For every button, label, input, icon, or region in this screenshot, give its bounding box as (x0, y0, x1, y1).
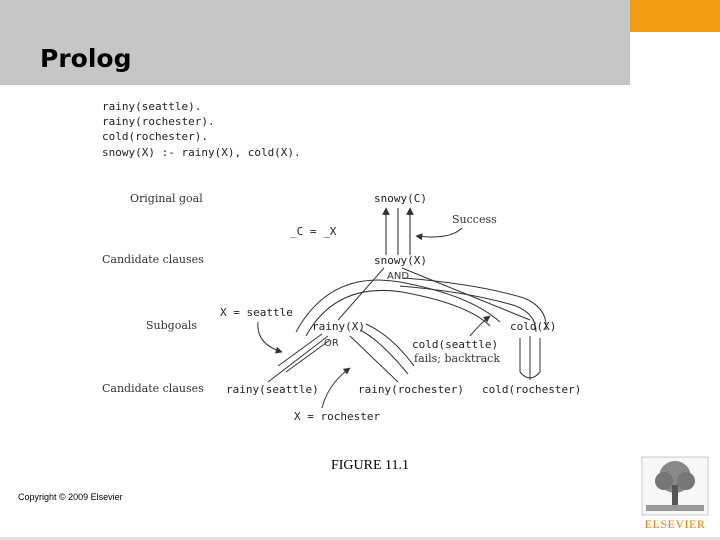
brand-wordmark: ELSEVIER (644, 517, 706, 531)
success-arrow (416, 228, 462, 237)
bind-rochester-arrow (322, 368, 350, 408)
code-line-1: rainy(seattle). (102, 100, 202, 113)
bind-rochester-label: X = rochester (294, 410, 381, 423)
code-line-3: cold(rochester). (102, 130, 208, 143)
and-label: AND (387, 271, 410, 282)
node-rainy-rochester: rainy(rochester) (358, 383, 464, 396)
node-cold-seattle: cold(seattle) (412, 338, 499, 351)
bind-seattle-label: X = seattle (220, 306, 293, 319)
label-candidate-clauses-1: Candidate clauses (102, 253, 204, 266)
label-candidate-clauses-2: Candidate clauses (102, 382, 204, 395)
copyright-notice: Copyright © 2009 Elsevier (18, 492, 123, 502)
edge-rainy-rochester (350, 336, 398, 382)
label-original-goal: Original goal (130, 192, 203, 205)
node-rule: snowy(X) (374, 254, 427, 267)
bind-seattle-arrow (258, 322, 282, 352)
edge-rule-rainy (338, 268, 384, 320)
fail-arrow (470, 316, 490, 336)
node-cold-rochester: cold(rochester) (482, 383, 582, 396)
label-subgoals: Subgoals (146, 319, 198, 332)
slide-title: Prolog (40, 44, 132, 73)
elsevier-logo (640, 455, 710, 535)
node-goal: snowy(C) (374, 192, 427, 205)
tree-emblem-icon (640, 455, 710, 517)
fails-label: fails; backtrack (414, 352, 501, 365)
edge-rainy-seattle (268, 336, 328, 382)
code-line-2: rainy(rochester). (102, 115, 215, 128)
success-label: Success (452, 213, 497, 226)
unify-label: _C = _X (290, 225, 337, 238)
node-cold-x: cold(X) (510, 320, 557, 333)
figure-caption: FIGURE 11.1 (330, 458, 410, 473)
node-rainy-seattle: rainy(seattle) (226, 383, 319, 396)
code-line-4: snowy(X) :- rainy(X), cold(X). (102, 146, 301, 159)
loop-rochester-2 (366, 324, 414, 366)
node-rainy-x: rainy(X) (312, 320, 365, 333)
or-label: OR (324, 338, 339, 349)
